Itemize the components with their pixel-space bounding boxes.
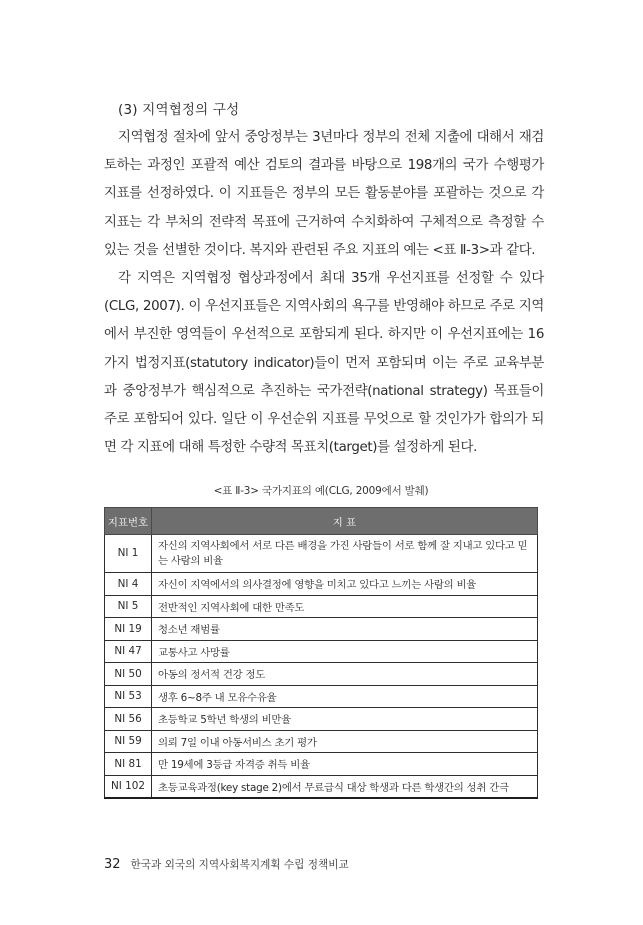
body-text bbox=[104, 124, 544, 462]
indicator-code: NI 59 bbox=[105, 730, 152, 753]
table-row bbox=[105, 595, 538, 618]
page-number: 32 bbox=[104, 857, 121, 872]
indicator-text: 자신이 지역에서의 의사결정에 영향을 미치고 있다고 느끼는 사람의 비율 bbox=[152, 573, 538, 596]
indicator-code: NI 50 bbox=[105, 663, 152, 686]
table-row bbox=[105, 685, 538, 708]
indicator-code: NI 1 bbox=[105, 535, 152, 573]
indicator-code: NI 81 bbox=[105, 753, 152, 776]
table-row bbox=[105, 708, 538, 731]
indicator-text: 초등교육과정(key stage 2)에서 무료급식 대상 학생과 다른 학생간의 성취 간극 bbox=[152, 775, 538, 798]
paragraph: 각 지역은 지역협정 협상과정에서 최대 35개 우선지표를 선정할 수 있다(CLG, 2007). 이 우선지표들은 지역사회의 욕구를 반영해야 하므로 주로 지역에서 부진한 영역들이 우선적으로 포함되게 된다. 하지만 이 우선지표에는 16가지 법정지표(statutory indicator)들이 먼저 포함되며 이는 주로 교육부분과 중앙정부가 핵심적으로 추진하는 국가전략(national strategy) 목표들이 주로 포함되어 있다. 일단 이 우선순위 지표를 무엇으로 할 것인가가 합의가 되면 각 지표에 대해 특정한 수량적 목표치(target)를 설정하게 된다. bbox=[104, 271, 544, 456]
table-row bbox=[105, 535, 538, 573]
indicator-text: 의뢰 7일 이내 아동서비스 초기 평가 bbox=[152, 730, 538, 753]
column-header-code: 지표번호 bbox=[105, 508, 152, 535]
indicator-text: 만 19세에 3등급 자격증 취득 비율 bbox=[152, 753, 538, 776]
indicator-text: 생후 6~8주 내 모유수유율 bbox=[152, 685, 538, 708]
indicator-text: 초등학교 5학년 학생의 비만율 bbox=[152, 708, 538, 731]
page-footer bbox=[104, 857, 349, 872]
indicator-code: NI 4 bbox=[105, 573, 152, 596]
footer-title: 한국과 외국의 지역사회복지계획 수립 정책비교 bbox=[130, 859, 349, 871]
indicator-text: 교통사고 사망률 bbox=[152, 640, 538, 663]
table-header-row bbox=[105, 508, 538, 535]
indicator-text: 자신의 지역사회에서 서로 다른 배경을 가진 사람들이 서로 함께 잘 지내고 있다고 믿는 사람의 비율 bbox=[152, 535, 538, 573]
table-row bbox=[105, 753, 538, 776]
indicator-table bbox=[104, 507, 538, 799]
indicator-text: 청소년 재범률 bbox=[152, 618, 538, 641]
indicator-code: NI 47 bbox=[105, 640, 152, 663]
section-heading: (3) 지역협정의 구성 bbox=[118, 102, 240, 118]
indicator-text: 아동의 정서적 건강 정도 bbox=[152, 663, 538, 686]
table-row bbox=[105, 640, 538, 663]
indicator-code: NI 5 bbox=[105, 595, 152, 618]
indicator-text: 전반적인 지역사회에 대한 만족도 bbox=[152, 595, 538, 618]
indicator-code: NI 56 bbox=[105, 708, 152, 731]
table-row bbox=[105, 573, 538, 596]
table-row bbox=[105, 775, 538, 798]
table-row bbox=[105, 730, 538, 753]
indicator-code: NI 19 bbox=[105, 618, 152, 641]
table-caption: <표 Ⅱ-3> 국가지표의 예(CLG, 2009에서 발췌) bbox=[213, 485, 429, 497]
table-row bbox=[105, 618, 538, 641]
column-header-indicator: 지 표 bbox=[152, 508, 538, 535]
indicator-code: NI 102 bbox=[105, 775, 152, 798]
paragraph: 지역협정 절차에 앞서 중앙정부는 3년마다 정부의 전체 지출에 대해서 재검토하는 과정인 포괄적 예산 검토의 결과를 바탕으로 198개의 국가 수행평가 지표를 선정하였다. 이 지표들은 정부의 모든 활동분야를 포괄하는 것으로 각 지표는 각 부처의 전략적 목표에 근거하여 수치화하여 구체적으로 측정할 수 있는 것을 선별한 것이다. 복지와 관련된 주요 지표의 예는 <표 Ⅱ-3>과 같다. bbox=[104, 130, 544, 258]
table-row bbox=[105, 663, 538, 686]
indicator-code: NI 53 bbox=[105, 685, 152, 708]
